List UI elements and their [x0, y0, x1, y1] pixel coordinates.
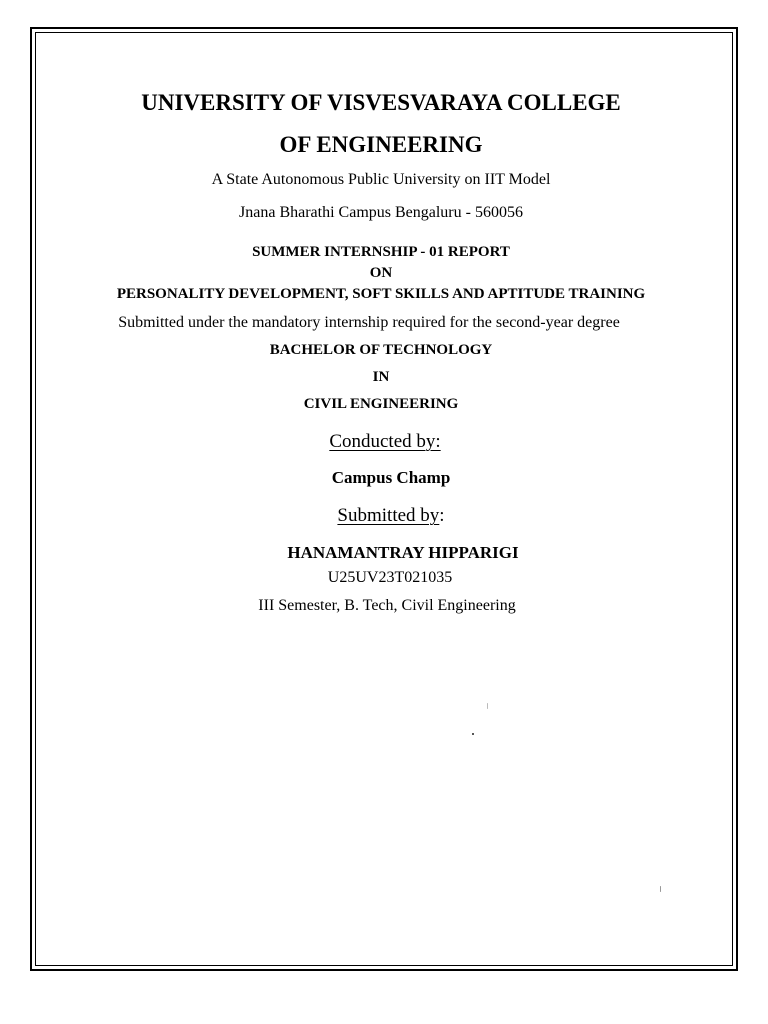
- student-usn: U25UV23T021035: [327, 569, 453, 586]
- conducting-organization: Campus Champ: [331, 468, 451, 487]
- student-semester: III Semester, B. Tech, Civil Engineering: [258, 597, 516, 614]
- university-address: Jnana Bharathi Campus Bengaluru - 560056: [239, 204, 523, 221]
- university-name-line1: UNIVERSITY OF VISVESVARAYA COLLEGE: [141, 90, 621, 115]
- report-on: ON: [369, 265, 393, 281]
- submission-note: Submitted under the mandatory internship required for the second-year degree: [118, 314, 620, 331]
- scan-speck: [660, 886, 661, 892]
- report-topic: PERSONALITY DEVELOPMENT, SOFT SKILLS AND APTITUDE TRAINING: [116, 286, 646, 302]
- student-name: HANAMANTRAY HIPPARIGI: [287, 543, 519, 562]
- conducted-by-label: [0, 432, 768, 451]
- university-subtitle: A State Autonomous Public University on IIT Model: [211, 171, 551, 188]
- submitted-by-colon: :: [439, 505, 445, 526]
- submitted-by-text: Submitted by: [337, 505, 440, 526]
- branch-name: CIVIL ENGINEERING: [303, 396, 459, 412]
- conducted-by-text: Conducted by:: [329, 431, 441, 452]
- submitted-by-label: [0, 506, 768, 525]
- report-title: SUMMER INTERNSHIP - 01 REPORT: [252, 244, 510, 260]
- scan-speck: [487, 703, 488, 709]
- degree-name: BACHELOR OF TECHNOLOGY: [269, 342, 493, 358]
- degree-in: IN: [372, 369, 390, 385]
- university-name-line2: OF ENGINEERING: [279, 132, 483, 157]
- scan-speck: [472, 733, 474, 735]
